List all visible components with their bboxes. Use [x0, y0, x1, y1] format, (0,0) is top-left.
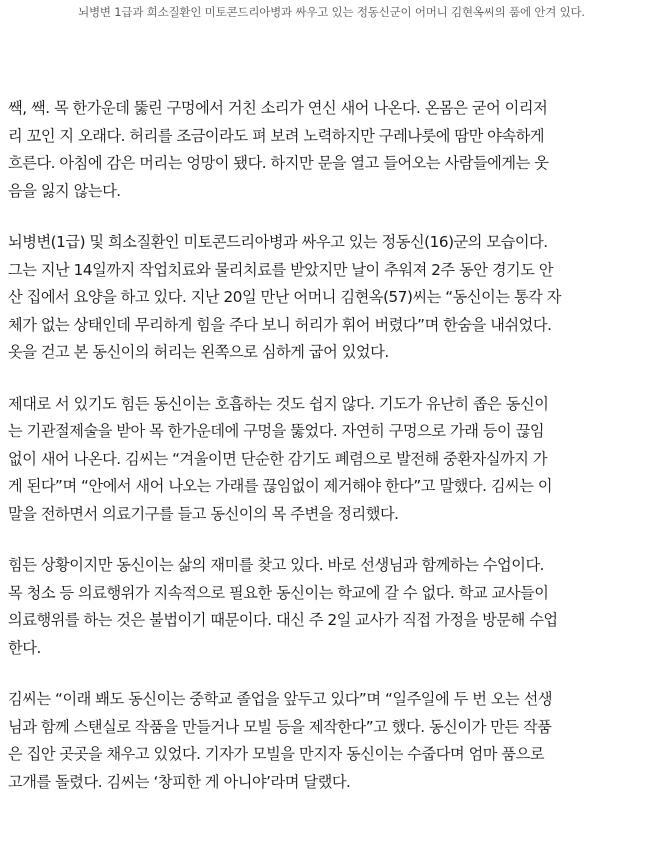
text-line: 산 집에서 요양을 하고 있다. 지난 20일 만난 어머니 김현옥(57)씨는 “동신이는 통각 자 — [8, 288, 561, 306]
text-line: 게 된다”며 “안에서 새어 나오는 가래를 끊임없이 제거해야 한다”고 말했다. 김씨는 이 — [8, 477, 553, 495]
text-line: 고개를 돌렸다. 김씨는 ‘창피한 게 아니야’라며 달랬다. — [8, 772, 351, 791]
text-line: 체가 없는 상태인데 무리하게 힘을 주다 보니 허리가 휘어 버렸다”며 한숨을 내쉬었다. — [8, 315, 552, 334]
text-line: 님과 함께 스탠실로 작품을 만들거나 모빌 등을 제작한다”고 했다. 동신이가 만든 작품 — [8, 717, 552, 736]
text-line: 그는 지난 14일까지 작업치료와 물리치료를 받았지만 날이 추워져 2주 동안 경기도 안 — [8, 260, 554, 279]
text-line: 쌕, 쌕. 목 한가운데 뚫린 구멍에서 거친 소리가 연신 새어 나온다. 온몸은 굳어 이리저 — [8, 99, 548, 117]
text-line: 김씨는 “이래 봬도 동신이는 중학교 졸업을 앞두고 있다”며 “일주일에 두 번 오는 선생 — [8, 690, 553, 708]
article-paragraph-1 — [8, 95, 658, 205]
article-body — [8, 95, 658, 820]
text-line: 목 청소 등 의료행위가 지속적으로 필요한 동신이는 학교에 갈 수 없다. 학교 교사들이 — [8, 583, 549, 602]
text-line: 음을 잃지 않는다. — [8, 181, 121, 200]
text-line: 는 기관절제술을 받아 목 한가운데에 구멍을 뚫었다. 자연히 구멍으로 가래 등이 끊임 — [8, 422, 545, 440]
text-line: 흐른다. 아침에 감은 머리는 엉망이 됐다. 하지만 문을 열고 들어오는 사람들에게는 웃 — [8, 154, 549, 172]
text-line: 말을 전하면서 의료기구를 들고 동신이의 목 주변을 정리했다. — [8, 504, 399, 523]
article-paragraph-3 — [8, 391, 658, 529]
text-line: 한다. — [8, 638, 41, 657]
text-line: 뇌병변(1급) 및 희소질환인 미토콘드리아병과 싸우고 있는 정동신(16)군의 모습이다. — [8, 233, 548, 251]
text-line: 제대로 서 있기도 힘든 동신이는 호흡하는 것도 쉽지 않다. 기도가 유난히 좁은 동신이 — [8, 394, 549, 413]
article-paragraph-5 — [8, 686, 658, 796]
article-paragraph-2 — [8, 229, 658, 367]
text-line: 없이 새어 나온다. 김씨는 “겨울이면 단순한 감기도 폐렴으로 발전해 중환자실까지 가 — [8, 449, 548, 468]
text-line: 리 꼬인 지 오래다. 허리를 조금이라도 펴 보려 노력하지만 구레나룻에 땀만 야속하게 — [8, 126, 545, 145]
text-line: 힘든 상황이지만 동신이는 삶의 재미를 찾고 있다. 바로 선생님과 함께하는 수업이다. — [8, 556, 545, 574]
text-line: 은 집안 곳곳을 채우고 있었다. 기자가 모빌을 만지자 동신이는 수줍다며 엄마 품으로 — [8, 745, 545, 763]
text-line: 의료행위를 하는 것은 불법이기 때문이다. 대신 주 2일 교사가 직접 가정을 방문해 수업 — [8, 611, 558, 629]
text-line: 옷을 걷고 본 동신이의 허리는 왼쪽으로 심하게 굽어 있었다. — [8, 343, 389, 361]
photo-caption: 뇌병변 1급과 희소질환인 미토콘드리아병과 싸우고 있는 정동신군이 어머니 김현옥씨의 품에 안겨 있다. — [78, 5, 585, 19]
article-paragraph-4 — [8, 552, 658, 662]
